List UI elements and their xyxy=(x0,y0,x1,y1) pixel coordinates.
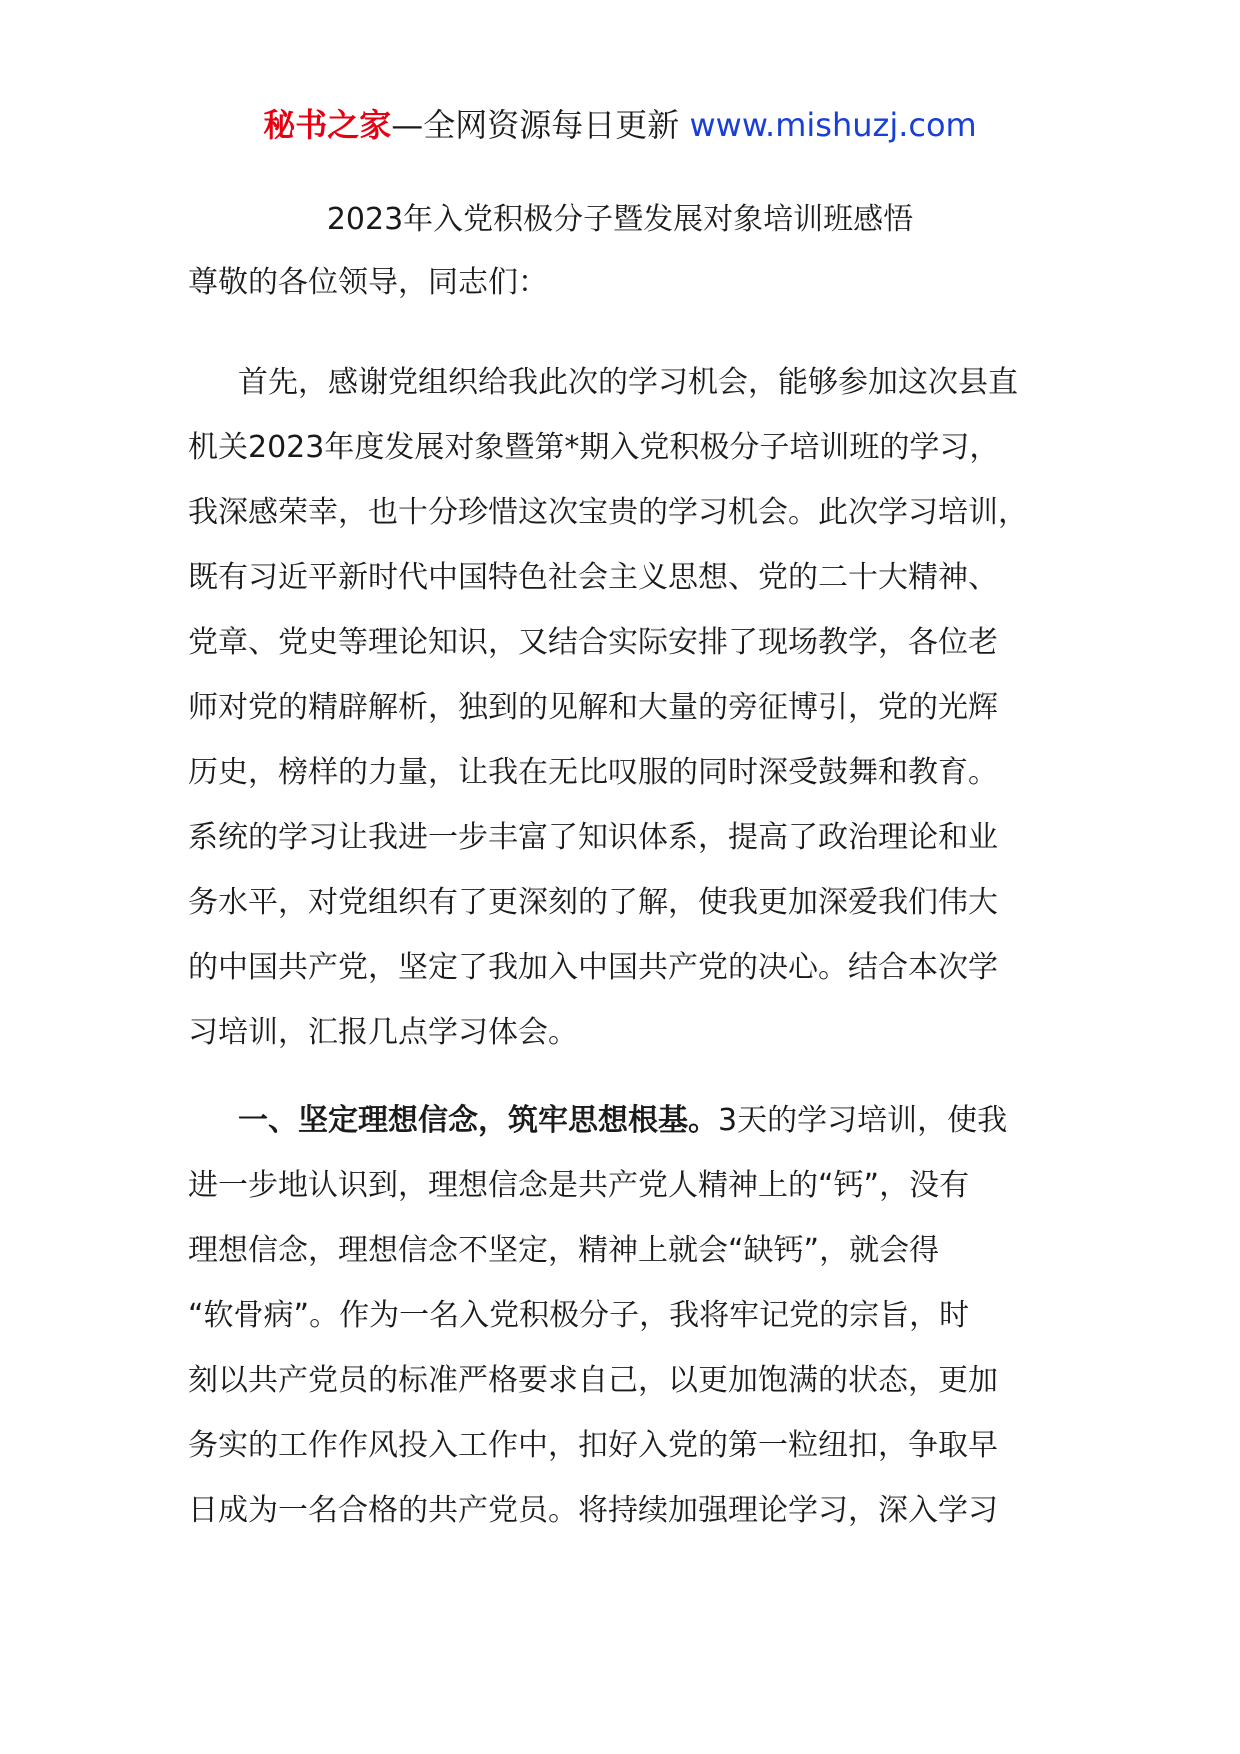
text-line: 进一步地认识到，理想信念是共产党人精神上的“钙”，没有 xyxy=(188,1168,970,1203)
text-line: 习培训，汇报几点学习体会。 xyxy=(188,1015,578,1050)
text-line: 党章、党史等理论知识，又结合实际安排了现场教学，各位老 xyxy=(188,625,998,660)
document-title: 2023年入党积极分子暨发展对象培训班感悟 xyxy=(326,202,914,237)
text-line: 务实的工作作风投入工作中，扣好入党的第一粒纽扣，争取早 xyxy=(188,1428,998,1463)
text-line: “软骨病”。作为一名入党积极分子，我将牢记党的宗旨，时 xyxy=(188,1298,970,1333)
brand-name: 秘书之家 xyxy=(263,106,392,144)
text-run: 3天的学习培训，使我 xyxy=(718,1103,1008,1138)
text-line: 机关2023年度发展对象暨第*期入党积极分子培训班的学习， xyxy=(188,430,1000,465)
text-line: 的中国共产党，坚定了我加入中国共产党的决心。结合本次学 xyxy=(188,950,998,985)
text-line: 刻以共产党员的标准严格要求自己，以更加饱满的状态，更加 xyxy=(188,1363,998,1398)
paragraph-1 xyxy=(188,350,1088,1065)
salutation: 尊敬的各位领导，同志们： xyxy=(188,265,548,300)
text-line: 系统的学习让我进一步丰富了知识体系，提高了政治理论和业 xyxy=(188,820,998,855)
paragraph-2 xyxy=(188,1088,1088,1543)
text-line: 我深感荣幸，也十分珍惜这次宝贵的学习机会。此次学习培训， xyxy=(188,495,1028,530)
site-header xyxy=(0,100,1240,150)
header-slogan: —全网资源每日更新 xyxy=(391,106,680,144)
text-line: 师对党的精辟解析，独到的见解和大量的旁征博引，党的光辉 xyxy=(188,690,998,725)
text-line: 理想信念，理想信念不坚定，精神上就会“缺钙”，就会得 xyxy=(188,1233,940,1268)
section-heading: 一、坚定理想信念，筑牢思想根基。 xyxy=(238,1103,718,1138)
text-line: 务水平，对党组织有了更深刻的了解，使我更加深爱我们伟大 xyxy=(188,885,998,920)
text-line: 既有习近平新时代中国特色社会主义思想、党的二十大精神、 xyxy=(188,560,998,595)
text-line xyxy=(188,1088,1088,1153)
text-line: 首先，感谢党组织给我此次的学习机会，能够参加这次县直 xyxy=(238,365,1018,400)
text-line: 日成为一名合格的共产党员。将持续加强理论学习，深入学习 xyxy=(188,1493,998,1528)
site-url-link[interactable]: www.mishuzj.com xyxy=(689,106,977,144)
text-line: 历史，榜样的力量，让我在无比叹服的同时深受鼓舞和教育。 xyxy=(188,755,998,790)
